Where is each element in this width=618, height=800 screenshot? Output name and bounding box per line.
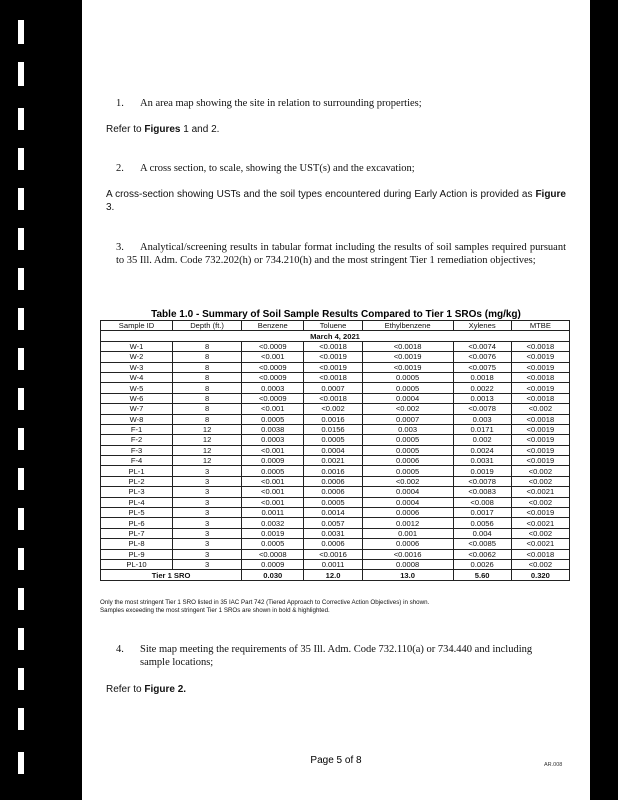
- table-cell: <0.002: [511, 466, 569, 476]
- table-cell: W-6: [101, 393, 173, 403]
- table-cell: <0.0019: [511, 352, 569, 362]
- table-cell: <0.001: [242, 476, 304, 486]
- table-cell: 12: [173, 424, 242, 434]
- table-header-cell: Ethylbenzene: [362, 321, 453, 331]
- table-cell: W-7: [101, 404, 173, 414]
- table-cell: <0.0018: [511, 414, 569, 424]
- table-cell: W-1: [101, 341, 173, 351]
- table-cell: 0.0026: [453, 559, 511, 569]
- table-cell: 0.0004: [362, 497, 453, 507]
- table-cell: 0.0005: [304, 497, 362, 507]
- item-1-response: Refer to Figures 1 and 2.: [106, 124, 220, 135]
- sro-value: 0.030: [242, 570, 304, 580]
- table-cell: <0.0021: [511, 487, 569, 497]
- table-cell: 8: [173, 404, 242, 414]
- table-cell: PL-9: [101, 549, 173, 559]
- table-cell: <0.0062: [453, 549, 511, 559]
- table-cell: 0.0006: [304, 487, 362, 497]
- table-cell: <0.0075: [453, 362, 511, 372]
- note-line-1: Only the most stringent Tier 1 SRO listed in 35 IAC Part 742 (Tiered Approach to Corrective Action Objectives) in shown.: [100, 599, 430, 606]
- page-number: Page 5 of 8: [310, 755, 362, 766]
- table-date-row: March 4, 2021: [101, 331, 570, 341]
- table-cell: 0.0007: [304, 383, 362, 393]
- sro-value: 5.60: [453, 570, 511, 580]
- table-row: [101, 518, 570, 528]
- table-cell: <0.002: [511, 497, 569, 507]
- table-cell: 8: [173, 414, 242, 424]
- table-cell: <0.0016: [304, 549, 362, 559]
- table-cell: 3: [173, 487, 242, 497]
- table-cell: <0.0018: [304, 393, 362, 403]
- table-cell: 0.0005: [362, 372, 453, 382]
- table-cell: 8: [173, 372, 242, 382]
- table-cell: 0.0009: [242, 559, 304, 569]
- table-cell: <0.002: [511, 528, 569, 538]
- table-cell: 0.0032: [242, 518, 304, 528]
- table-cell: 0.0004: [362, 393, 453, 403]
- table-cell: 0.002: [453, 435, 511, 445]
- table-cell: PL-8: [101, 539, 173, 549]
- sro-value: 13.0: [362, 570, 453, 580]
- table-cell: 0.0019: [453, 466, 511, 476]
- table-cell: <0.0078: [453, 404, 511, 414]
- table-cell: <0.0076: [453, 352, 511, 362]
- table-cell: <0.0018: [511, 393, 569, 403]
- table-cell: 12: [173, 445, 242, 455]
- table-cell: 8: [173, 341, 242, 351]
- table-cell: 3: [173, 508, 242, 518]
- table-row: [101, 528, 570, 538]
- table-cell: 3: [173, 476, 242, 486]
- table-cell: 0.0021: [304, 456, 362, 466]
- table-cell: <0.002: [511, 476, 569, 486]
- table-header-cell: Xylenes: [453, 321, 511, 331]
- table-cell: 0.0022: [453, 383, 511, 393]
- table-row: [101, 549, 570, 559]
- table-cell: 0.0031: [304, 528, 362, 538]
- table-cell: 0.0171: [453, 424, 511, 434]
- table-cell: <0.0074: [453, 341, 511, 351]
- table-cell: PL-1: [101, 466, 173, 476]
- binder-hole: [18, 752, 24, 774]
- table-cell: 3: [173, 518, 242, 528]
- table-cell: <0.001: [242, 352, 304, 362]
- table-cell: <0.0009: [242, 362, 304, 372]
- table-cell: <0.0019: [304, 352, 362, 362]
- table-cell: <0.0021: [511, 539, 569, 549]
- table-cell: 0.0005: [242, 539, 304, 549]
- table-cell: 0.0007: [362, 414, 453, 424]
- table-cell: 0.0057: [304, 518, 362, 528]
- table-cell: 0.0014: [304, 508, 362, 518]
- table-row: [101, 393, 570, 403]
- table-cell: 0.0009: [242, 456, 304, 466]
- table-cell: 0.0004: [362, 487, 453, 497]
- table-cell: PL-6: [101, 518, 173, 528]
- table-cell: 0.001: [362, 528, 453, 538]
- table-cell: 0.0005: [362, 445, 453, 455]
- table-cell: 0.0006: [362, 539, 453, 549]
- table-cell: <0.0019: [511, 383, 569, 393]
- table-row: [101, 497, 570, 507]
- table-cell: 0.0006: [362, 456, 453, 466]
- binder-hole: [18, 148, 24, 170]
- table-cell: 3: [173, 559, 242, 569]
- table-cell: <0.0019: [511, 508, 569, 518]
- table-cell: 3: [173, 539, 242, 549]
- table-row: [101, 372, 570, 382]
- binder-hole: [18, 348, 24, 370]
- table-cell: 8: [173, 362, 242, 372]
- table-cell: PL-7: [101, 528, 173, 538]
- table-cell: 12: [173, 435, 242, 445]
- binder-hole: [18, 188, 24, 210]
- sro-value: 12.0: [304, 570, 362, 580]
- sro-value: 0.320: [511, 570, 569, 580]
- item-4-response: Refer to Figure 2.: [106, 684, 187, 695]
- table-cell: 0.0005: [304, 435, 362, 445]
- table-cell: 0.0008: [362, 559, 453, 569]
- corner-mark: AR.008: [544, 762, 563, 768]
- table-notes: [100, 599, 576, 615]
- table-cell: <0.001: [242, 487, 304, 497]
- table-cell: <0.0008: [242, 549, 304, 559]
- table-row: [101, 383, 570, 393]
- table-cell: <0.0019: [362, 362, 453, 372]
- binder-hole: [18, 108, 24, 130]
- table-cell: W-2: [101, 352, 173, 362]
- table-cell: <0.0009: [242, 341, 304, 351]
- table-cell: <0.002: [511, 404, 569, 414]
- table-cell: 3: [173, 549, 242, 559]
- table-cell: 12: [173, 456, 242, 466]
- table-cell: <0.0009: [242, 372, 304, 382]
- table-cell: 0.0012: [362, 518, 453, 528]
- table-header-cell: Sample ID: [101, 321, 173, 331]
- table-title: Table 1.0 - Summary of Soil Sample Results Compared to Tier 1 SROs (mg/kg): [151, 309, 521, 320]
- table-cell: 3: [173, 497, 242, 507]
- binder-hole: [18, 308, 24, 330]
- table-cell: <0.0018: [304, 372, 362, 382]
- table-cell: 0.0011: [304, 559, 362, 569]
- table-cell: <0.0019: [511, 424, 569, 434]
- table-cell: 0.0011: [242, 508, 304, 518]
- table-cell: <0.0018: [511, 372, 569, 382]
- table-cell: PL-2: [101, 476, 173, 486]
- table-cell: <0.0085: [453, 539, 511, 549]
- item-1: 1. An area map showing the site in relation to surrounding properties;: [116, 98, 422, 109]
- table-cell: <0.0019: [362, 352, 453, 362]
- binder-hole: [18, 548, 24, 570]
- binder-hole: [18, 268, 24, 290]
- binder-hole: [18, 468, 24, 490]
- binder-hole: [18, 628, 24, 650]
- table-cell: 0.0005: [362, 435, 453, 445]
- table-cell: F-2: [101, 435, 173, 445]
- table-cell: <0.001: [242, 497, 304, 507]
- table-cell: 0.0006: [362, 508, 453, 518]
- table-cell: PL-4: [101, 497, 173, 507]
- table-cell: <0.0018: [304, 341, 362, 351]
- binder-hole: [18, 20, 24, 44]
- table-cell: <0.0019: [304, 362, 362, 372]
- item-2: 2. A cross section, to scale, showing the UST(s) and the excavation;: [116, 163, 415, 174]
- table-cell: PL-10: [101, 559, 173, 569]
- table-cell: 8: [173, 383, 242, 393]
- table-cell: <0.0018: [362, 341, 453, 351]
- table-cell: 3: [173, 528, 242, 538]
- table-row: [101, 487, 570, 497]
- table-cell: <0.0083: [453, 487, 511, 497]
- table-cell: 0.0003: [242, 435, 304, 445]
- table-cell: 0.0006: [304, 476, 362, 486]
- table-cell: 0.0013: [453, 393, 511, 403]
- binder-hole: [18, 588, 24, 610]
- table-cell: <0.0016: [362, 549, 453, 559]
- table-row: [101, 424, 570, 434]
- table-cell: 0.0056: [453, 518, 511, 528]
- table-row: [101, 414, 570, 424]
- table-row: [101, 466, 570, 476]
- binder-hole: [18, 708, 24, 730]
- table-row: [101, 341, 570, 351]
- table-header-cell: Benzene: [242, 321, 304, 331]
- table-cell: F-1: [101, 424, 173, 434]
- table-cell: 0.0031: [453, 456, 511, 466]
- table-cell: <0.0019: [511, 445, 569, 455]
- table-cell: 0.0024: [453, 445, 511, 455]
- table-cell: 0.0038: [242, 424, 304, 434]
- table-row: [101, 476, 570, 486]
- sro-row: [101, 570, 570, 580]
- table-cell: 0.003: [453, 414, 511, 424]
- table-row: [101, 456, 570, 466]
- table-cell: <0.001: [242, 404, 304, 414]
- table-cell: <0.0018: [511, 341, 569, 351]
- table-cell: 0.0019: [242, 528, 304, 538]
- table-cell: W-3: [101, 362, 173, 372]
- table-row: [101, 539, 570, 549]
- table-cell: 0.0017: [453, 508, 511, 518]
- table-cell: 0.0005: [362, 466, 453, 476]
- binder-hole: [18, 508, 24, 530]
- table-row: [101, 352, 570, 362]
- table-cell: <0.0019: [511, 435, 569, 445]
- table-cell: <0.008: [453, 497, 511, 507]
- table-cell: 0.0016: [304, 414, 362, 424]
- table-header-cell: Depth (ft.): [173, 321, 242, 331]
- table-cell: 0.0005: [242, 414, 304, 424]
- table-cell: <0.0078: [453, 476, 511, 486]
- table-cell: <0.001: [242, 445, 304, 455]
- table-cell: F-4: [101, 456, 173, 466]
- binder-hole: [18, 428, 24, 450]
- results-table: [100, 320, 570, 581]
- table-cell: 0.0003: [242, 383, 304, 393]
- table-cell: 0.0016: [304, 466, 362, 476]
- table-cell: 0.004: [453, 528, 511, 538]
- table-cell: <0.0021: [511, 518, 569, 528]
- table-header-cell: Toluene: [304, 321, 362, 331]
- table-cell: PL-3: [101, 487, 173, 497]
- table-row: [101, 445, 570, 455]
- table-cell: 0.0004: [304, 445, 362, 455]
- table-header-cell: MTBE: [511, 321, 569, 331]
- table-cell: <0.0019: [511, 362, 569, 372]
- document-page: [82, 0, 590, 800]
- table-cell: 0.0005: [242, 466, 304, 476]
- table-cell: <0.0018: [511, 549, 569, 559]
- table-cell: 8: [173, 352, 242, 362]
- table-cell: F-3: [101, 445, 173, 455]
- table-cell: 0.0005: [362, 383, 453, 393]
- table-cell: <0.002: [511, 559, 569, 569]
- table-cell: <0.0019: [511, 456, 569, 466]
- table-cell: <0.002: [362, 476, 453, 486]
- table-cell: 0.0018: [453, 372, 511, 382]
- table-row: [101, 559, 570, 569]
- item-2-response: A cross-section showing USTs and the soil types encountered during Early Action is provided as Figure 3.: [106, 189, 566, 213]
- table-cell: 0.0006: [304, 539, 362, 549]
- table-cell: 0.003: [362, 424, 453, 434]
- binder-hole: [18, 668, 24, 690]
- binder-hole: [18, 62, 24, 86]
- item-3: 3. Analytical/screening results in tabular format including the results of soil samples required pursuant to 35 Ill. Adm. Code 732.202(h) or 734.210(h) and the most stringent Tier 1 remediation objectives;: [116, 242, 566, 266]
- note-line-2: Samples exceeding the most stringent Tier 1 SROs are shown in bold & highlighted.: [100, 607, 330, 614]
- table-cell: W-8: [101, 414, 173, 424]
- table-cell: W-5: [101, 383, 173, 393]
- table-row: [101, 362, 570, 372]
- table-cell: PL-5: [101, 508, 173, 518]
- table-cell: 3: [173, 466, 242, 476]
- binder-hole: [18, 388, 24, 410]
- binder-hole: [18, 228, 24, 250]
- table-cell: <0.002: [304, 404, 362, 414]
- table-row: [101, 435, 570, 445]
- table-row: [101, 404, 570, 414]
- table-cell: <0.002: [362, 404, 453, 414]
- table-cell: W-4: [101, 372, 173, 382]
- item-4: 4. Site map meeting the requirements of 35 Ill. Adm. Code 732.110(a) or 734.440 and including sample locations;: [116, 644, 533, 668]
- table-cell: <0.0009: [242, 393, 304, 403]
- sro-label: Tier 1 SRO: [101, 570, 242, 580]
- table-cell: 8: [173, 393, 242, 403]
- table-row: [101, 508, 570, 518]
- table-cell: 0.0156: [304, 424, 362, 434]
